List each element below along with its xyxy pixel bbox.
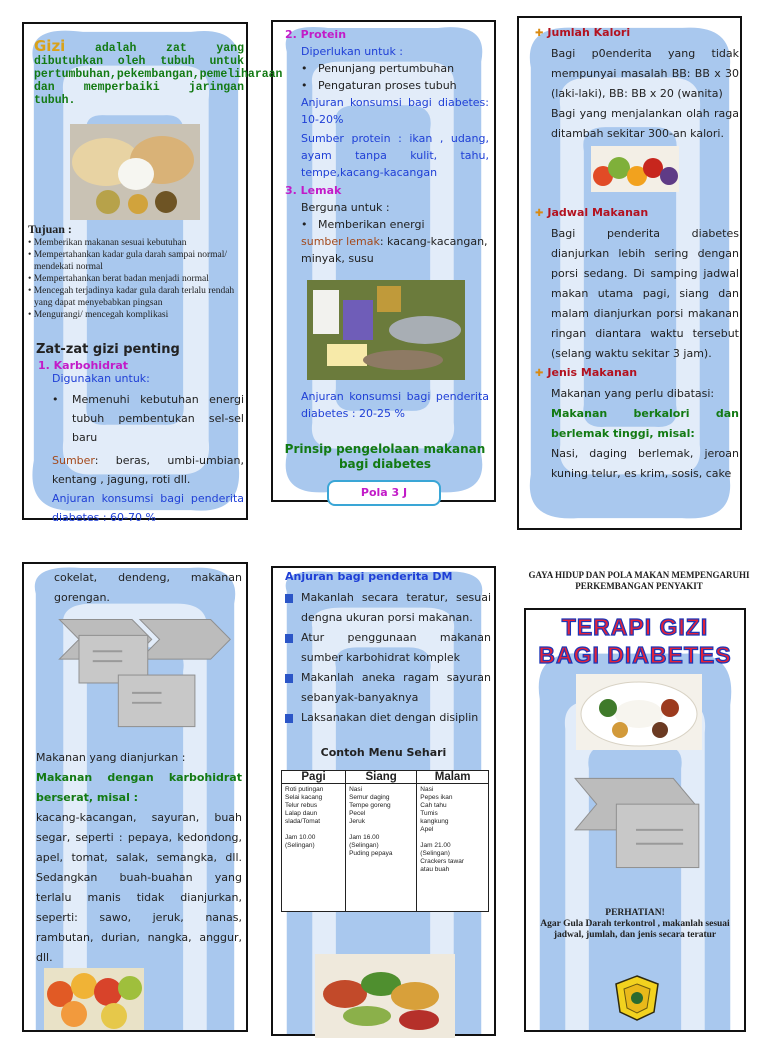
protein-title: 2. Protein: [285, 28, 347, 41]
list-item: • Memenuhi kebutuhan energi tubuh pembentukan sel-sel baru: [52, 393, 244, 444]
protein-items: [301, 60, 489, 94]
karbohidrat-title: 1. Karbohidrat: [38, 359, 129, 372]
menu-header-siang: Siang: [346, 771, 417, 784]
menu-line: Selai kacang: [285, 794, 323, 801]
continuation-text: cokelat, dendeng, makanan gorengan.: [54, 571, 242, 604]
dianjurkan-list: kacang-kacangan, sayuran, buah segar, seperti : pepaya, kedondong, apel, tomat, salak, semangka, dll. Sedangkan buah-buahan yang terlalu manis tidak dianjurkan, seperti: sawo, jeruk, nanas, rambutan, durian, nangka, anggur, dll.: [36, 811, 242, 964]
list-item: • Memberikan energi: [301, 218, 425, 231]
menu-line: Telur rebus: [285, 802, 318, 809]
menu-table: [281, 770, 489, 912]
jadwal-title: ✚ Jadwal Makanan: [535, 206, 648, 219]
panel-gizi: [22, 22, 283, 524]
karbohidrat-details: [52, 390, 244, 527]
menu-cell-pagi: [282, 784, 346, 912]
menu-header-pagi: Pagi: [282, 771, 346, 784]
anjuran-title: Anjuran bagi penderita DM: [285, 570, 453, 583]
menu-header-malam: Malam: [417, 771, 489, 784]
lemak-items: [301, 216, 489, 233]
menu-line: atau buah: [420, 866, 450, 873]
menu-line: Pecel: [349, 810, 366, 817]
perhatian-block: [526, 908, 744, 941]
protein-food-photo: [307, 280, 465, 380]
menu-line: Jam 10.00: [285, 834, 316, 841]
lemak-title: 3. Lemak: [285, 184, 342, 197]
menu-cell-siang: [346, 784, 417, 912]
karbohidrat-use-label: Digunakan untuk:: [52, 372, 150, 385]
cover-top-title: GAYA HIDUP DAN POLA MAKAN MEMPENGARUHI PERKEMBANGAN PENYAKIT: [528, 570, 750, 591]
protein-sumber: Sumber protein : ikan , udang, ayam tanpa kulit, tahu, tempe,kacang-kacangan: [301, 132, 489, 179]
list-item: • Mempertahankan berat badan menjadi normal: [28, 273, 248, 285]
gizi-word: Gizi: [34, 37, 66, 55]
panel-kalori-jadwal-jenis: [517, 16, 742, 530]
fruit-photo: [591, 146, 679, 192]
food-photo: [70, 124, 200, 220]
list-item: • Penunjang pertumbuhan: [301, 62, 455, 75]
list-item: Makanlah secara teratur, sesuai dengna ukuran porsi makanan.: [285, 588, 491, 628]
list-item: Makanlah aneka ragam sayuran sebanyak-banyaknya: [285, 668, 491, 708]
jenis-intro: Makanan yang perlu dibatasi:: [551, 387, 715, 400]
protein-use-label: Diperlukan untuk :: [301, 45, 404, 58]
menu-title: Contoh Menu Sehari: [320, 746, 447, 759]
karbohidrat-sumber-text: : beras, umbi-umbian, kentang , jagung, roti dll.: [52, 454, 244, 486]
panel-makanan-dianjurkan: [22, 562, 248, 1032]
kalori-text-2: Bagi yang menjalankan olah raga ditambah sekitar 300-an kalori.: [551, 107, 739, 140]
lemak-anjuran: Anjuran konsumsi bagi penderita diabetes : 20-25 %: [301, 390, 489, 420]
meal-plate-photo: [576, 674, 702, 750]
menu-line: (Selingan): [285, 842, 315, 849]
menu-line: Nasi: [420, 786, 434, 793]
jadwal-text: Bagi penderita diabetes dianjurkan lebih sering dengan porsi sedang. Di samping jadwal makan utama pagi, siang dan malam dianjurkan porsi makanan ringan diantara waktu tersebut (selang waktu sekitar 3 jam).: [551, 227, 739, 360]
menu-line: (Selingan): [349, 842, 379, 849]
table-row: [282, 784, 489, 912]
tujuan-title: Tujuan :: [28, 222, 72, 236]
menu-line: Pepes ikan: [420, 794, 453, 801]
vegetable-photo: [315, 954, 455, 1038]
menu-line: Nasi: [349, 786, 363, 793]
fruit-basket-photo: [44, 968, 144, 1030]
prinsip-title: Prinsip pengelolaan makanan bagi diabetes: [284, 442, 486, 471]
menu-line: Jeruk: [349, 818, 365, 825]
perhatian-title: PERHATIAN!: [605, 908, 665, 918]
menu-line: [285, 826, 342, 834]
panel-cover: [524, 608, 746, 1032]
gizi-intro: [34, 37, 283, 107]
menu-line: slada/Tomat: [285, 818, 321, 825]
kalori-title: ✚ Jumlah Kalori: [535, 26, 630, 39]
menu-line: Lalap daun: [285, 810, 318, 817]
gizi-definition: adalah zat yang dibutuhkan oleh tubuh untuk pertumbuhan,pekembangan,pemeliharaan dan memperbaiki jaringan tubuh.: [34, 42, 283, 107]
protein-anjuran: Anjuran konsumsi bagi diabetes: 10-20%: [301, 96, 489, 126]
wordart-title-line-2: BAGI DIABETES: [538, 642, 732, 668]
zat-gizi-title: Zat-zat gizi penting: [36, 342, 180, 357]
tujuan-list: [28, 237, 248, 321]
list-item: Laksanakan diet dengan disiplin: [285, 708, 491, 728]
menu-line: (Selingan): [420, 850, 450, 857]
anjuran-list: [285, 588, 491, 728]
list-item: • Mencegah terjadinya kadar gula darah terlalu rendah yang dapat menyebabkan pingsan: [28, 285, 248, 309]
panel-background-decoration: [526, 610, 744, 1030]
list-item: Atur penggunaan makanan sumber karbohidrat komplek: [285, 628, 491, 668]
jenis-highlight: Makanan berkalori dan berlemak tinggi, misal:: [551, 407, 739, 440]
menu-line: Crackers tawar: [420, 858, 464, 865]
list-item: • Mengurangi/ mencegah komplikasi: [28, 309, 248, 321]
list-item: • Pengaturan proses tubuh: [301, 79, 457, 92]
pola-3j-button[interactable]: Pola 3 J: [327, 480, 441, 506]
dianjurkan-intro: Makanan yang dianjurkan :: [36, 751, 186, 764]
kalori-text-1: Bagi p0enderita yang tidak mempunyai masalah BB: BB x 30 (laki-laki), BB: BB x 20 (wanita): [551, 47, 739, 100]
karbohidrat-sumber-label: Sumber: [52, 454, 95, 467]
karbohidrat-bullet: Memenuhi kebutuhan energi tubuh pembentukan sel-sel baru: [72, 393, 244, 444]
menu-line: Jam 16.00: [349, 834, 380, 841]
wordart-title-line-1: TERAPI GIZI: [561, 614, 709, 640]
menu-cell-malam: [417, 784, 489, 912]
panel-anjuran-menu: [271, 566, 496, 1036]
list-item: • Memberikan makanan sesuai kebutuhan: [28, 237, 248, 249]
karbohidrat-sumber: [52, 451, 244, 489]
school-logo-emblem: [612, 974, 662, 1022]
menu-line: [349, 826, 413, 834]
menu-line: Tempe goreng: [349, 802, 391, 809]
panel-protein-lemak: [271, 20, 496, 502]
menu-line: [420, 834, 485, 842]
menu-line: Apel: [420, 826, 434, 833]
menu-line: Tumis: [420, 810, 438, 817]
menu-line: Jam 21.00: [420, 842, 451, 849]
karbohidrat-anjuran: Anjuran konsumsi bagi penderita diabetes : 60-70 %: [52, 492, 244, 524]
menu-line: Cah tahu: [420, 802, 447, 809]
lemak-use-label: Berguna untuk :: [301, 201, 390, 214]
dianjurkan-highlight: Makanan dengan karbohidrat berserat, misal :: [36, 771, 242, 804]
jenis-list: Nasi, daging berlemak, jeroan kuning telur, es krim, sosis, cake: [551, 447, 739, 480]
menu-line: Puding pepaya: [349, 850, 393, 857]
menu-line: Semur daging: [349, 794, 390, 801]
jenis-title: ✚ Jenis Makanan: [535, 366, 637, 379]
perhatian-text: Agar Gula Darah terkontrol , makanlah sesuai jadwal, jumlah, dan jenis secara teratur: [540, 919, 730, 940]
menu-line: kangkung: [420, 818, 449, 825]
list-item: • Mempertahankan kadar gula darah sampai normal/ mendekati normal: [28, 249, 248, 273]
lemak-sumber: sumber lemak: kacang-kacangan, minyak, susu: [301, 235, 488, 265]
menu-line: Roti putingan: [285, 786, 324, 793]
